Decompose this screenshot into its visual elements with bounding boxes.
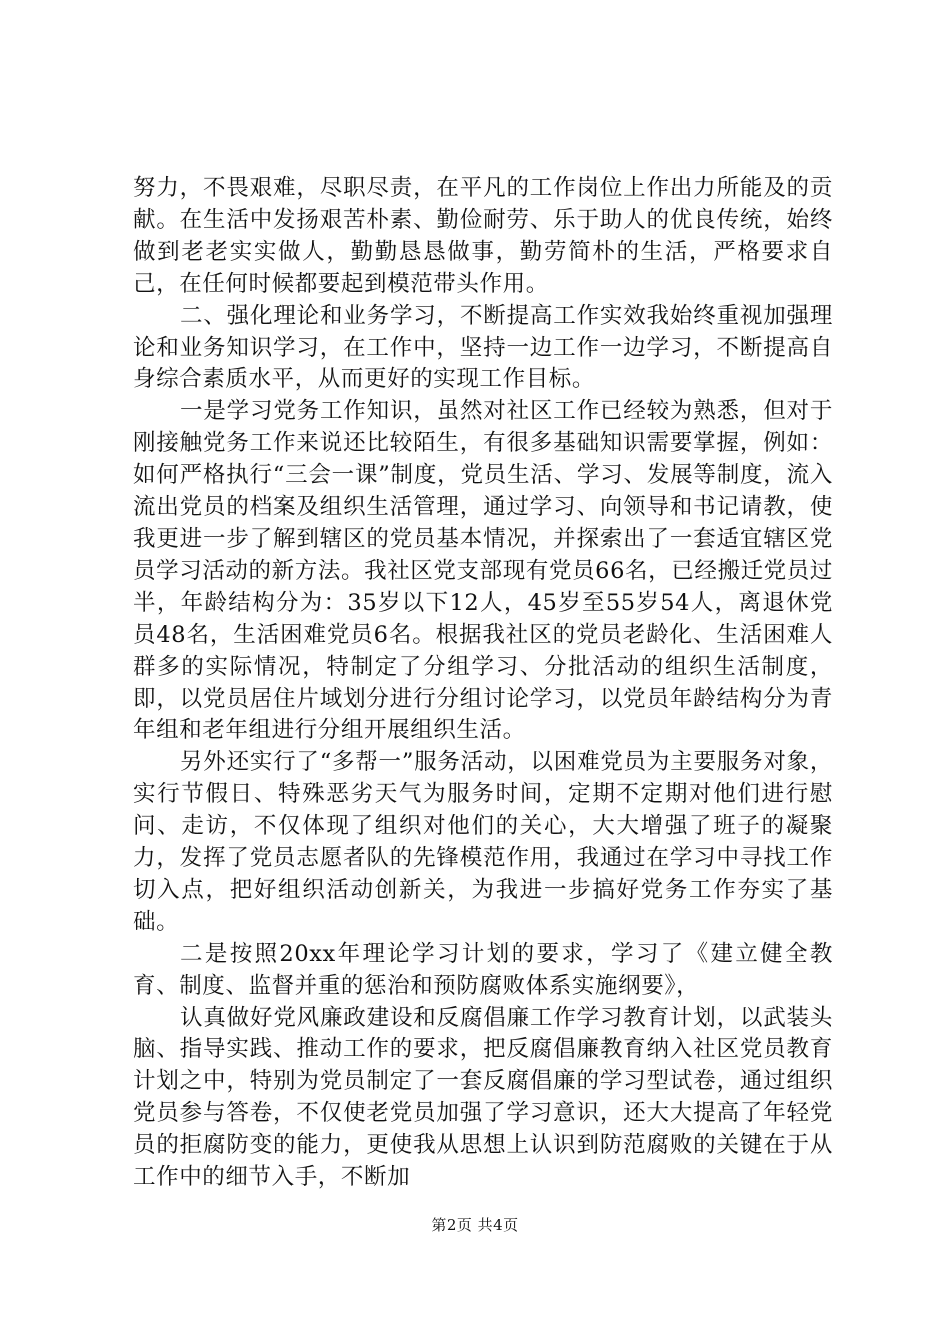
paragraph-6: 认真做好党风廉政建设和反腐倡廉工作学习教育计划，以武装头脑、指导实践、推动工作的要求，把反腐倡廉教育纳入社区党员教育计划之中，特别为党员制定了一套反腐倡廉的学习型试卷，通过组织党员参与答卷，不仅使老党员加强了学习意识，还大大提高了年轻党员的拒腐防变的能力，更使我从思想上认识到防范腐败的关键在于从工作中的细节入手，不断加 [133, 1004, 833, 1191]
paragraph-3: 一是学习党务工作知识，虽然对社区工作已经较为熟悉，但对于刚接触党务工作来说还比较陌生，有很多基础知识需要掌握，例如：如何严格执行“三会一课”制度，党员生活、学习、发展等制度，流入流出党员的档案及组织生活管理，通过学习、向领导和书记请教，使我更进一步了解到辖区的党员基本情况，并探索出了一套适宜辖区党员学习活动的新方法。我社区党支部现有党员66名，已经搬迁党员过半，年龄结构分为：35岁以下12人，45岁至55岁54人，离退休党员48名，生活困难党员6名。根据我社区的党员老龄化、生活困难人群多的实际情况，特制定了分组学习、分批活动的组织生活制度，即，以党员居住片域划分进行分组讨论学习，以党员年龄结构分为青年组和老年组进行分组开展组织生活。 [133, 398, 833, 744]
page-footer: 第2页 共4页 [431, 1216, 519, 1234]
paragraph-4: 另外还实行了“多帮一”服务活动，以困难党员为主要服务对象，实行节假日、特殊恶劣天气为服务时间，定期不定期对他们进行慰问、走访，不仅体现了组织对他们的关心，大大增强了班子的凝聚力，发挥了党员志愿者队的先锋模范作用，我通过在学习中寻找工作切入点，把好组织活动创新关，为我进一步搞好党务工作夯实了基础。 [133, 749, 833, 935]
paragraph-2: 二、强化理论和业务学习，不断提高工作实效我始终重视加强理论和业务知识学习，在工作中，坚持一边工作一边学习，不断提高自身综合素质水平，从而更好的实现工作目标。 [133, 302, 833, 393]
document-body [133, 173, 833, 1194]
paragraph-5: 二是按照20xx年理论学习计划的要求，学习了《建立健全教育、制度、监督并重的惩治和预防腐败体系实施纲要》， [133, 940, 833, 999]
paragraph-1: 努力，不畏艰难，尽职尽责，在平凡的工作岗位上作出力所能及的贡献。在生活中发扬艰苦朴素、勤俭耐劳、乐于助人的优良传统，始终做到老老实实做人，勤勤恳恳做事，勤劳简朴的生活，严格要求自己，在任何时候都要起到模范带头作用。 [133, 175, 833, 297]
